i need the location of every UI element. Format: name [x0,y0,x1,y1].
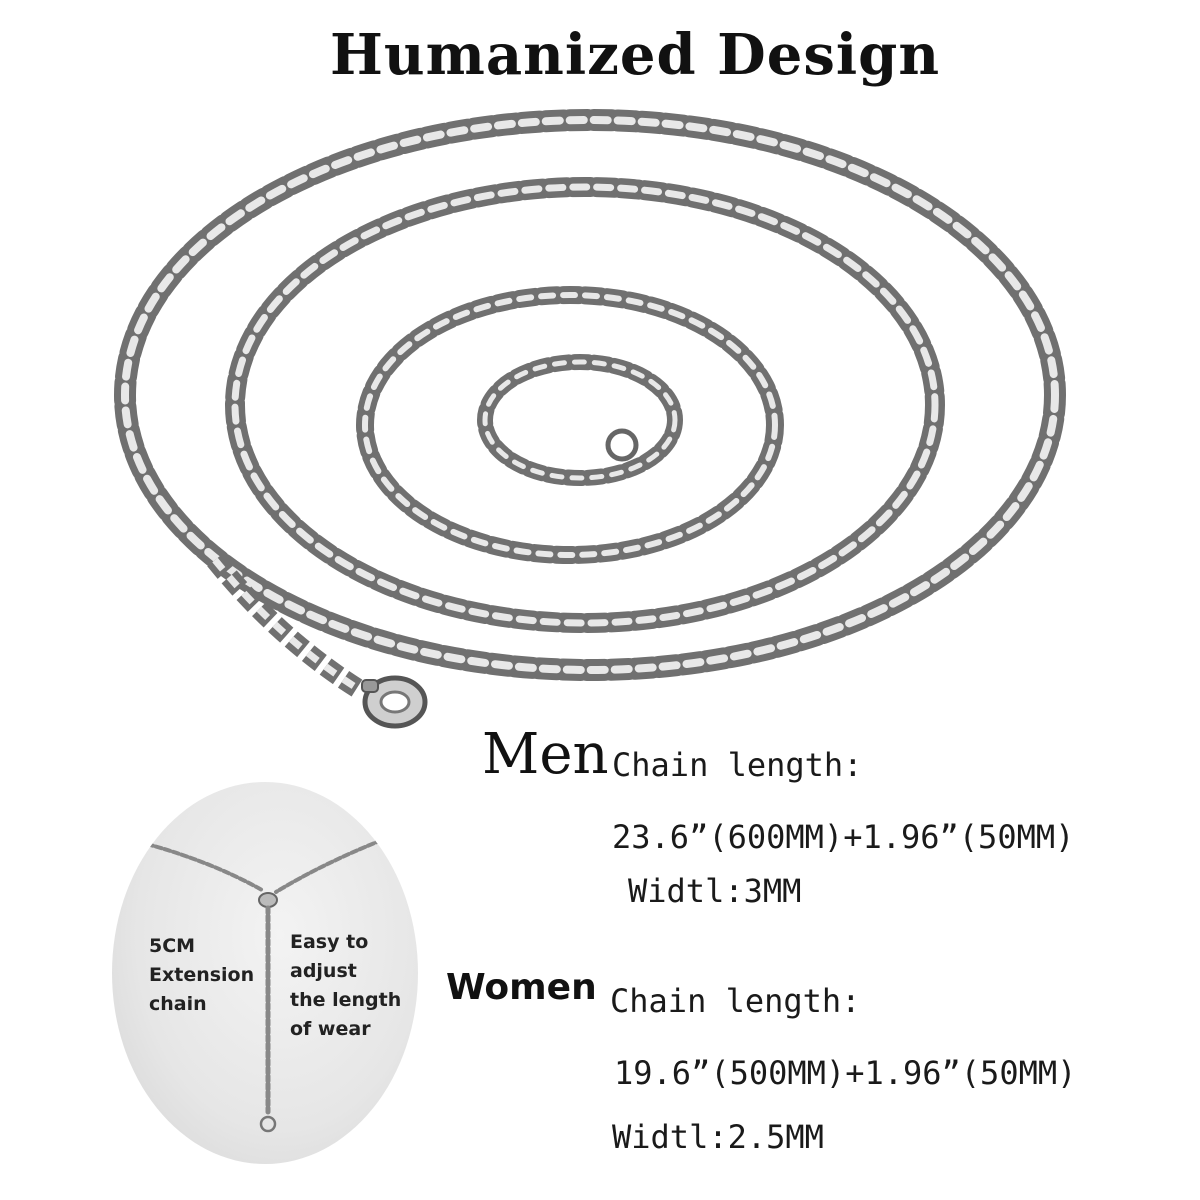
extension-chain-caption: 5CM Extension chain [149,935,255,1015]
men-label: Men [482,722,609,787]
chain-loops [125,120,1055,670]
women-width-value: Widtl:2.5MM [612,1118,824,1156]
men-width-value: Widtl:3MM [628,872,802,910]
extension-chain-inset-photo [112,782,418,1164]
women-label: Women [446,967,597,1008]
men-chain-length-label: Chain length: [612,746,863,784]
page-title: Humanized Design [329,22,941,88]
adjust-length-caption: Easy to adjust the length of wear [290,931,402,1040]
women-length-value: 19.6”(500MM)+1.96”(50MM) [614,1054,1077,1092]
men-length-value: 23.6”(600MM)+1.96”(50MM) [612,818,1075,856]
women-chain-length-label: Chain length: [610,982,861,1020]
lobster-clasp-icon [362,678,425,726]
jump-ring-icon [608,431,636,459]
